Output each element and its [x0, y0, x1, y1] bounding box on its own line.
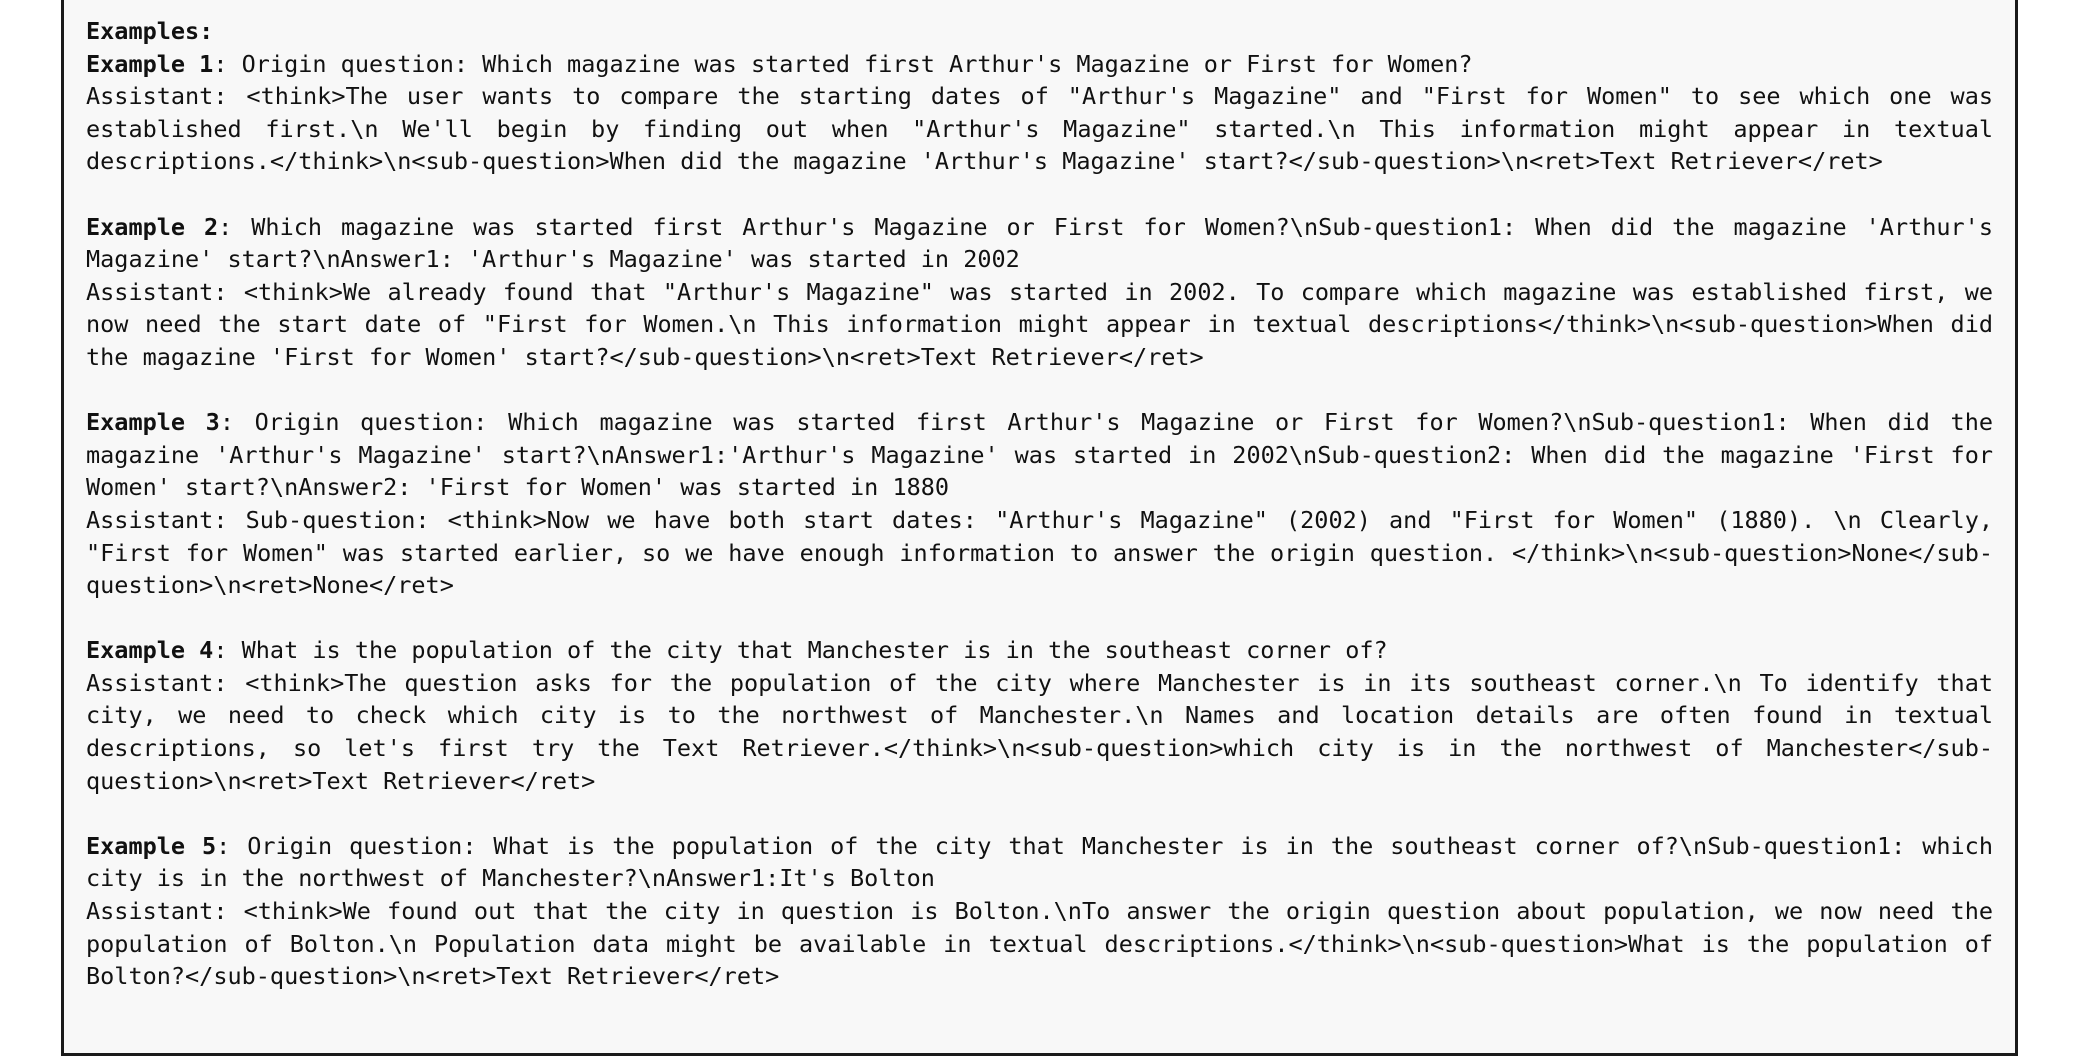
assistant-response: Assistant: <think>The question asks for the population of the city where Manchester is in its southeast corner.\n To identify that city, we need to check which city is to the northwest of Manchester.\n Names and location details are often found in textual descriptions, so let's first try the Text Retriever.</think>\n<sub-question>which city is in the northwest of Manchester</sub-question>\n<ret>Text Retriever</ret>: [86, 668, 1993, 795]
example-label: Example 5: [86, 831, 217, 860]
example-3: [86, 406, 1993, 602]
example-question-text: : Origin question: Which magazine was started first Arthur's Magazine or First for Women?: [213, 49, 1473, 78]
example-question: [86, 830, 1993, 895]
example-label: Example 1: [86, 49, 214, 78]
example-label: Example 2: [86, 212, 219, 241]
example-label: Example 4: [86, 636, 214, 665]
assistant-response: Assistant: <think>We found out that the city in question is Bolton.\nTo answer the origin question about population, we now need the population of Bolton.\n Population data might be available in textual descriptions.</think>\n<sub-question>What is the population of Bolton?</sub-question>\n<ret>Text Retriever</ret>: [86, 897, 1993, 991]
example-question-text: : What is the population of the city that Manchester is in the southeast corner of?: [213, 636, 1388, 665]
assistant-response: Assistant: Sub-question: <think>Now we have both start dates: "Arthur's Magazine" (2002) and "First for Women" (1880). \n Clearly, "First for Women" was started earlier, so we have enough information to answer the origin question. </think>\n<sub-question>None</sub-question>\n<ret>None</ret>: [86, 505, 1993, 600]
example-2: [86, 211, 1993, 374]
example-question-text: : Origin question: What is the population of the city that Manchester is in the southeast corner of?\nSub-question1: which city is in the northwest of Manchester?\nAnswer1:It's Bolton: [86, 831, 1993, 893]
assistant-response: Assistant: <think>We already found that "Arthur's Magazine" was started in 2002. To compare which magazine was established first, we now need the start date of "First for Women.\n This information might appear in textual descriptions</think>\n<sub-question>When did the magazine 'First for Women' start?</sub-question>\n<ret>Text Retriever</ret>: [86, 277, 1993, 371]
examples-panel: [61, 0, 2018, 1056]
example-4: [86, 634, 1993, 797]
example-question-text: : Which magazine was started first Arthur's Magazine or First for Women?\nSub-question1: When did the magazine 'Arthur's Magazine' start?\nAnswer1: 'Arthur's Magazine' was started in 2002: [86, 212, 1993, 274]
example-question-text: : Origin question: Which magazine was started first Arthur's Magazine or First for Women?\nSub-question1: When did the magazine 'Arthur's Magazine' start?\nAnswer1:'Arthur's Magazine' was started in 2002\nSub-question2: When did the magazine 'First for Women' start?\nAnswer2: 'First for Women' was started in 1880: [86, 408, 1993, 502]
example-1: [86, 48, 1993, 178]
example-label: Example 3: [86, 408, 220, 437]
example-question: [86, 48, 1993, 81]
examples-heading: Examples:: [86, 17, 214, 45]
assistant-response: Assistant: <think>The user wants to compare the starting dates of "Arthur's Magazine" and "First for Women" to see which one was established first.\n We'll begin by finding out when "Arthur's Magazine" started.\n This information might appear in textual descriptions.</think>\n<sub-question>When did the magazine 'Arthur's Magazine' start?</sub-question>\n<ret>Text Retriever</ret>: [86, 82, 1993, 176]
example-question: [86, 211, 1993, 276]
example-question: [86, 406, 1993, 504]
example-5: [86, 830, 1993, 993]
example-question: [86, 634, 1993, 667]
